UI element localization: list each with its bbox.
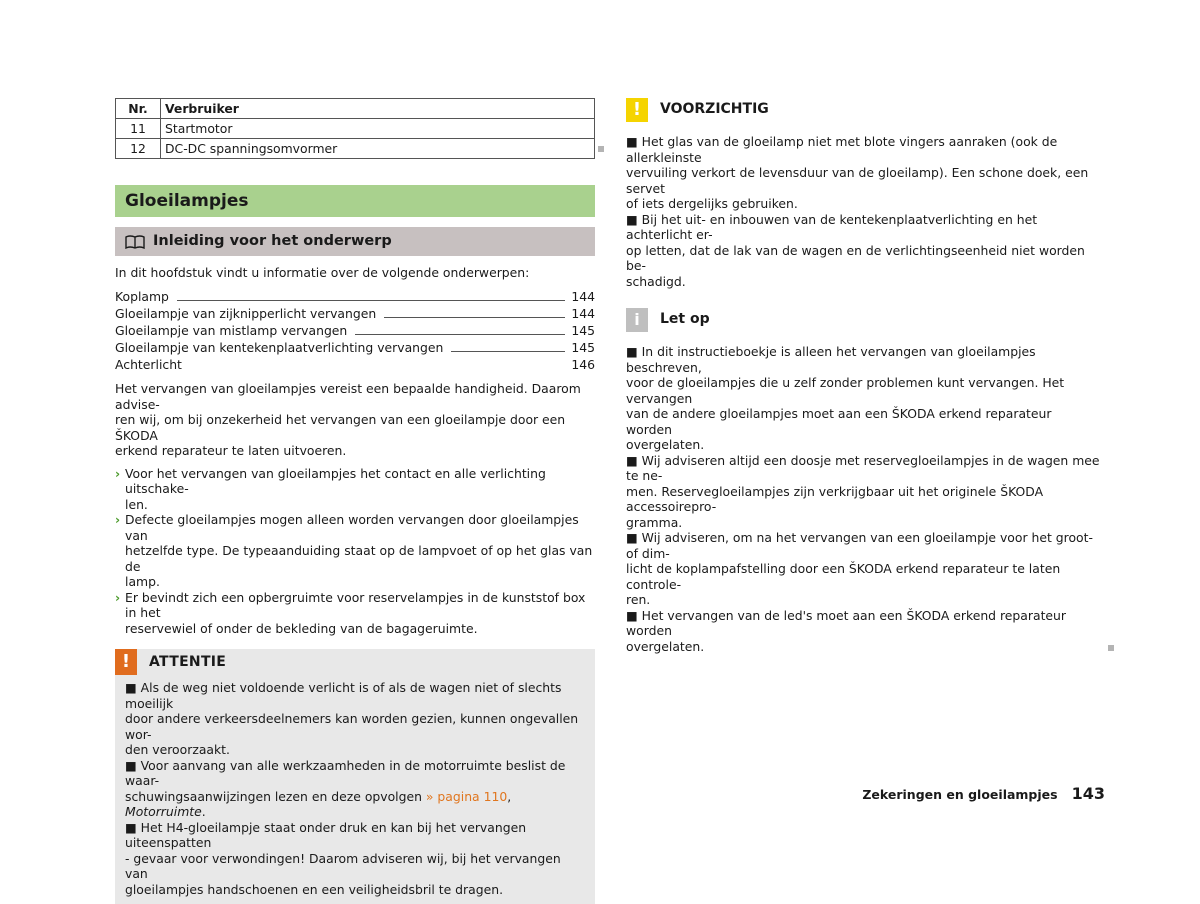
letop-line: overgelaten. — [626, 638, 705, 654]
letop-line: ■ In dit instructieboekje is alleen het vervangen van gloeilampjes beschreven, — [626, 344, 1036, 375]
page-number: 143 — [1071, 784, 1105, 803]
list-item-line: lamp. — [125, 574, 160, 590]
list-item-line: Voor het vervangen van gloeilampjes het contact en alle verlichting uitschake- — [125, 465, 546, 497]
intro-text: In dit hoofdstuk vindt u informatie over de volgende onderwerpen: — [115, 265, 530, 280]
letop-header — [626, 308, 1101, 332]
column-header-verbruiker: Verbruiker — [161, 99, 595, 119]
attentie-line: den veroorzaakt. — [125, 742, 230, 758]
right-column — [626, 98, 1101, 654]
list-item-line: Defecte gloeilampjes mogen alleen worden vervangen door gloeilampjes van — [125, 512, 579, 543]
toc-page: 144 — [571, 305, 595, 321]
voorzichtig-title: VOORZICHTIG — [660, 101, 769, 118]
paragraph-line: erkend reparateur te laten uitvoeren. — [115, 443, 347, 459]
toc-page: 146 — [571, 357, 595, 373]
letop-line: gramma. — [626, 514, 683, 530]
leader-line — [177, 300, 565, 301]
book-icon — [125, 235, 145, 249]
chapter-title: Zekeringen en gloeilampjes — [862, 787, 1058, 802]
toc-page: 145 — [571, 322, 595, 338]
voorzichtig-line: vervuiling verkort de levensduur van de gloeilamp). Een schone doek, een servet — [626, 165, 1089, 196]
toc-page: 144 — [571, 288, 595, 304]
list-item-line: Er bevindt zich een opbergruimte voor reservelampjes in de kunststof box in het — [125, 589, 586, 621]
toc-label: Achterlicht — [115, 357, 182, 373]
list-item — [115, 590, 595, 637]
list-item-line: reservewiel of onder de bekleding van de bagageruimte. — [125, 620, 478, 636]
toc-entry[interactable] — [115, 340, 595, 357]
leader-line — [384, 317, 565, 318]
table-row — [116, 119, 595, 139]
voorzichtig-line: schadigd. — [626, 273, 686, 289]
cell-verbruiker: DC-DC spanningsomvormer — [161, 139, 595, 159]
letop-line: ren. — [626, 592, 651, 607]
topic-list — [115, 289, 595, 375]
voorzichtig-box — [626, 98, 1101, 289]
attentie-text: . — [201, 804, 206, 820]
list-item-line: hetzelfde type. De typeaanduiding staat op de lampvoet of op het glas van de — [125, 543, 593, 574]
fuse-table — [115, 98, 595, 159]
attentie-line: - gevaar voor verwondingen! Daarom adviseren wij, bij het vervangen van — [125, 850, 561, 882]
subsection-heading — [115, 227, 595, 256]
letop-line: men. Reservegloeilampjes zijn verkrijgbaar uit het originele ŠKODA accessoirepro- — [626, 483, 1044, 514]
attentie-line: ■ Het H4-gloeilampje staat onder druk en kan bij het vervangen uiteenspatten — [125, 819, 527, 851]
list-item-line: len. — [125, 496, 148, 512]
attentie-box — [115, 649, 595, 904]
toc-label: Gloeilampje van zijknipperlicht vervangen — [115, 305, 377, 321]
voorzichtig-line: of iets dergelijks gebruiken. — [626, 196, 798, 211]
toc-label: Gloeilampje van kentekenplaatverlichting vervangen — [115, 340, 444, 356]
left-column — [115, 98, 595, 904]
letop-title: Let op — [660, 311, 710, 328]
paragraph-line: Het vervangen van gloeilampjes vereist een bepaalde handigheid. Daarom advise- — [115, 381, 581, 412]
caution-icon: ! — [626, 98, 648, 122]
attentie-line: door andere verkeersdeelnemers kan worden gezien, kunnen ongevallen wor- — [125, 711, 579, 742]
letop-line: van de andere gloeilampjes moet aan een ŠKODA erkend reparateur worden — [626, 406, 1052, 437]
chevron-right-icon: › — [115, 512, 121, 528]
body-paragraph — [115, 381, 595, 459]
attentie-line: ■ Voor aanvang van alle werkzaamheden in de motorruimte beslist de waar- — [125, 757, 566, 789]
letop-line: licht de koplampafstelling door een ŠKODA erkend reparateur te laten controle- — [626, 561, 1061, 592]
page-footer — [862, 786, 1105, 803]
toc-label: Gloeilampje van mistlamp vervangen — [115, 322, 348, 338]
attentie-title: ATTENTIE — [149, 653, 227, 670]
page-reference-link[interactable]: » pagina 110 — [425, 788, 508, 804]
end-marker — [1108, 645, 1114, 651]
instruction-list — [115, 466, 595, 637]
attentie-text: , — [507, 788, 512, 804]
toc-entry[interactable] — [115, 357, 595, 374]
voorzichtig-line: ■ Het glas van de gloeilamp niet met blote vingers aanraken (ook de allerkleinste — [626, 134, 1058, 165]
toc-label: Koplamp — [115, 288, 169, 304]
attentie-line — [125, 789, 585, 820]
voorzichtig-header — [626, 98, 1101, 122]
letop-line: ■ Wij adviseren, om na het vervangen van een gloeilampje voor het groot- of dim- — [626, 530, 1093, 561]
toc-page: 145 — [571, 340, 595, 356]
letop-line: ■ Het vervangen van de led's moet aan een ŠKODA erkend reparateur worden — [626, 607, 1067, 638]
chevron-right-icon: › — [115, 465, 121, 481]
attentie-line: ■ Als de weg niet voldoende verlicht is of als de wagen niet of slechts moeilijk — [125, 680, 562, 711]
attentie-body — [115, 675, 595, 897]
attentie-emphasis: Motorruimte — [125, 804, 202, 820]
letop-line: ■ Wij adviseren altijd een doosje met reservegloeilampjes in de wagen mee te ne- — [626, 452, 1100, 483]
attentie-line: gloeilampjes handschoenen en een veiligheidsbril te dragen. — [125, 881, 504, 897]
leader-line — [451, 351, 565, 352]
table-row — [116, 139, 595, 159]
list-item — [115, 512, 595, 590]
info-icon: i — [626, 308, 648, 332]
cell-verbruiker: Startmotor — [161, 119, 595, 139]
table-header-row — [116, 99, 595, 119]
letop-line: overgelaten. — [626, 437, 705, 452]
cell-nr: 11 — [116, 119, 161, 139]
list-item — [115, 466, 595, 513]
cell-nr: 12 — [116, 139, 161, 159]
attentie-text: schuwingsaanwijzingen lezen en deze opvolgen — [125, 788, 426, 804]
column-header-nr: Nr. — [116, 99, 161, 119]
attentie-header — [115, 649, 595, 675]
end-marker — [598, 146, 604, 152]
leader-line — [355, 334, 565, 335]
letop-line: voor de gloeilampjes die u zelf zonder problemen kunt vervangen. Het vervangen — [626, 375, 1065, 406]
toc-entry[interactable] — [115, 306, 595, 323]
paragraph-line: ren wij, om bij onzekerheid het vervangen van een gloeilampje door een ŠKODA — [115, 412, 566, 443]
section-title: Gloeilampjes — [115, 185, 595, 217]
warning-icon: ! — [115, 649, 137, 675]
toc-entry[interactable] — [115, 323, 595, 340]
letop-box — [626, 308, 1101, 654]
toc-entry[interactable] — [115, 289, 595, 306]
subsection-title: Inleiding voor het onderwerp — [153, 233, 392, 249]
voorzichtig-line: ■ Bij het uit- en inbouwen van de kentekenplaatverlichting en het achterlicht er- — [626, 211, 1038, 242]
chevron-right-icon: › — [115, 589, 121, 605]
voorzichtig-line: op letten, dat de lak van de wagen en de verlichtingseenheid niet worden be- — [626, 242, 1085, 273]
